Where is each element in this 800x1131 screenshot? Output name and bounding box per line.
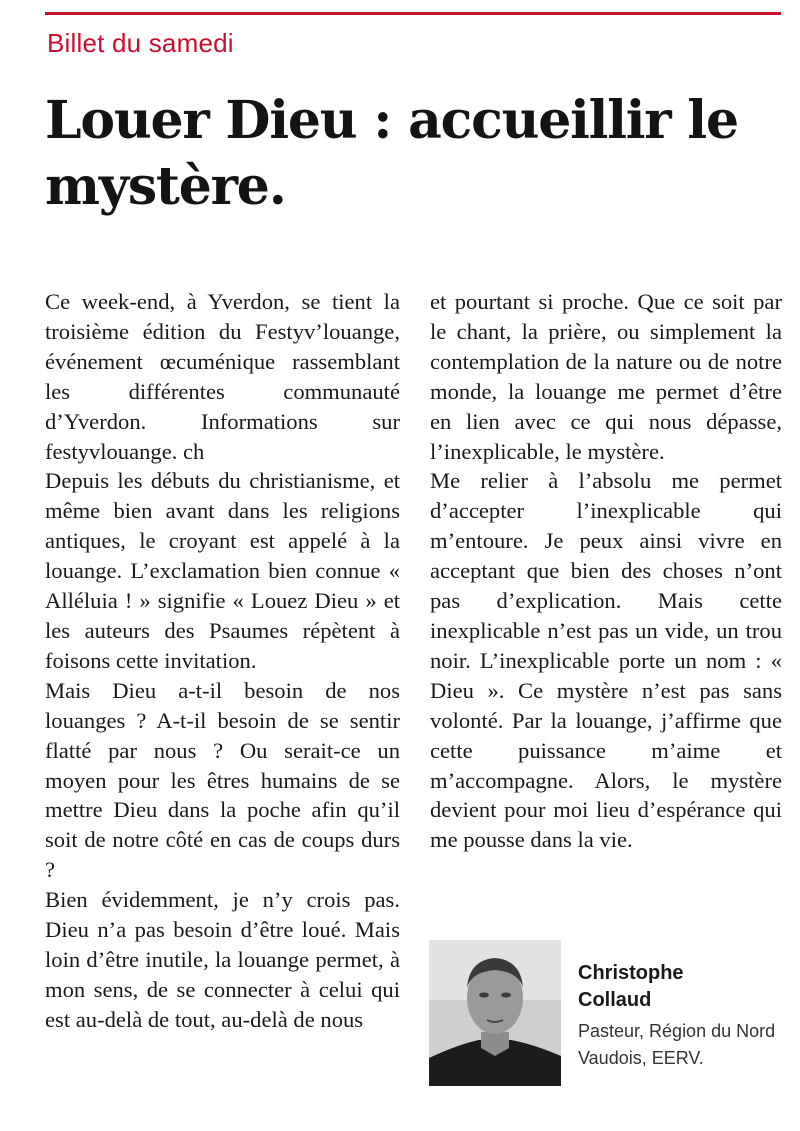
- body-column-left: [45, 287, 400, 1035]
- paragraph: Ce week-end, à Yverdon, se tient la troisième édition du Festyv’louange, événement œcuménique rassemblant les différentes communauté d’Yverdon. Informations sur festyvlouange. ch: [45, 289, 400, 464]
- section-kicker: Billet du samedi: [47, 28, 234, 58]
- author-byline: [578, 960, 788, 1072]
- paragraph: Depuis les débuts du christianisme, et même bien avant dans les religions antiques, le croyant est appelé à la louange. L’exclamation bien connue « Alléluia ! » signifie « Louez Dieu » et les auteurs des Psaumes répètent à foisons cette invitation.: [45, 468, 400, 673]
- author-role: [578, 1018, 788, 1072]
- author-name: [578, 960, 788, 1014]
- paragraph: Me relier à l’absolu me permet d’accepter l’inexplicable qui m’entoure. Je peux ainsi vivre en acceptant que bien des choses n’ont pas d’explication. Mais cette inexplicable n’est pas un vide, un trou noir. L’inexplicable porte un nom : « Dieu ». Ce mystère n’est pas sans volonté. Par la louange, j’affirme que cette puissance m’aime et m’accompagne. Alors, le mystère devient pour moi lieu d’espérance qui me pousse dans la vie.: [430, 468, 782, 853]
- top-rule: [45, 12, 781, 15]
- author-role-line: Pasteur, Région du Nord: [578, 1021, 776, 1041]
- author-role-line: Vaudois, EERV.: [578, 1048, 704, 1068]
- author-portrait-icon: [429, 940, 561, 1086]
- paragraph: Bien évidemment, je n’y crois pas. Dieu n’a pas besoin d’être loué. Mais loin d’être inutile, la louange permet, à mon sens, de se connecter à celui qui est au-delà de tout, au-delà de nous: [45, 887, 400, 1032]
- author-name-line: Collaud: [578, 989, 652, 1011]
- author-photo: [429, 940, 561, 1086]
- author-name-line: Christophe: [578, 962, 684, 984]
- paragraph: et pourtant si proche. Que ce soit par le chant, la prière, ou simplement la contemplation de la nature ou de notre monde, la louange me permet d’être en lien avec ce qui nous dépasse, l’inexplicable, le mystère.: [430, 289, 782, 464]
- paragraph: Mais Dieu a-t-il besoin de nos louanges ? A-t-il besoin de se sentir flatté par nous ? Ou serait-ce un moyen pour les êtres humains de se mettre Dieu dans la poche afin qu’il soit de notre côté en cas de coups durs ?: [45, 677, 400, 883]
- body-column-right: [430, 287, 782, 855]
- article-headline: Louer Dieu : accueillir le mystère.: [45, 90, 738, 217]
